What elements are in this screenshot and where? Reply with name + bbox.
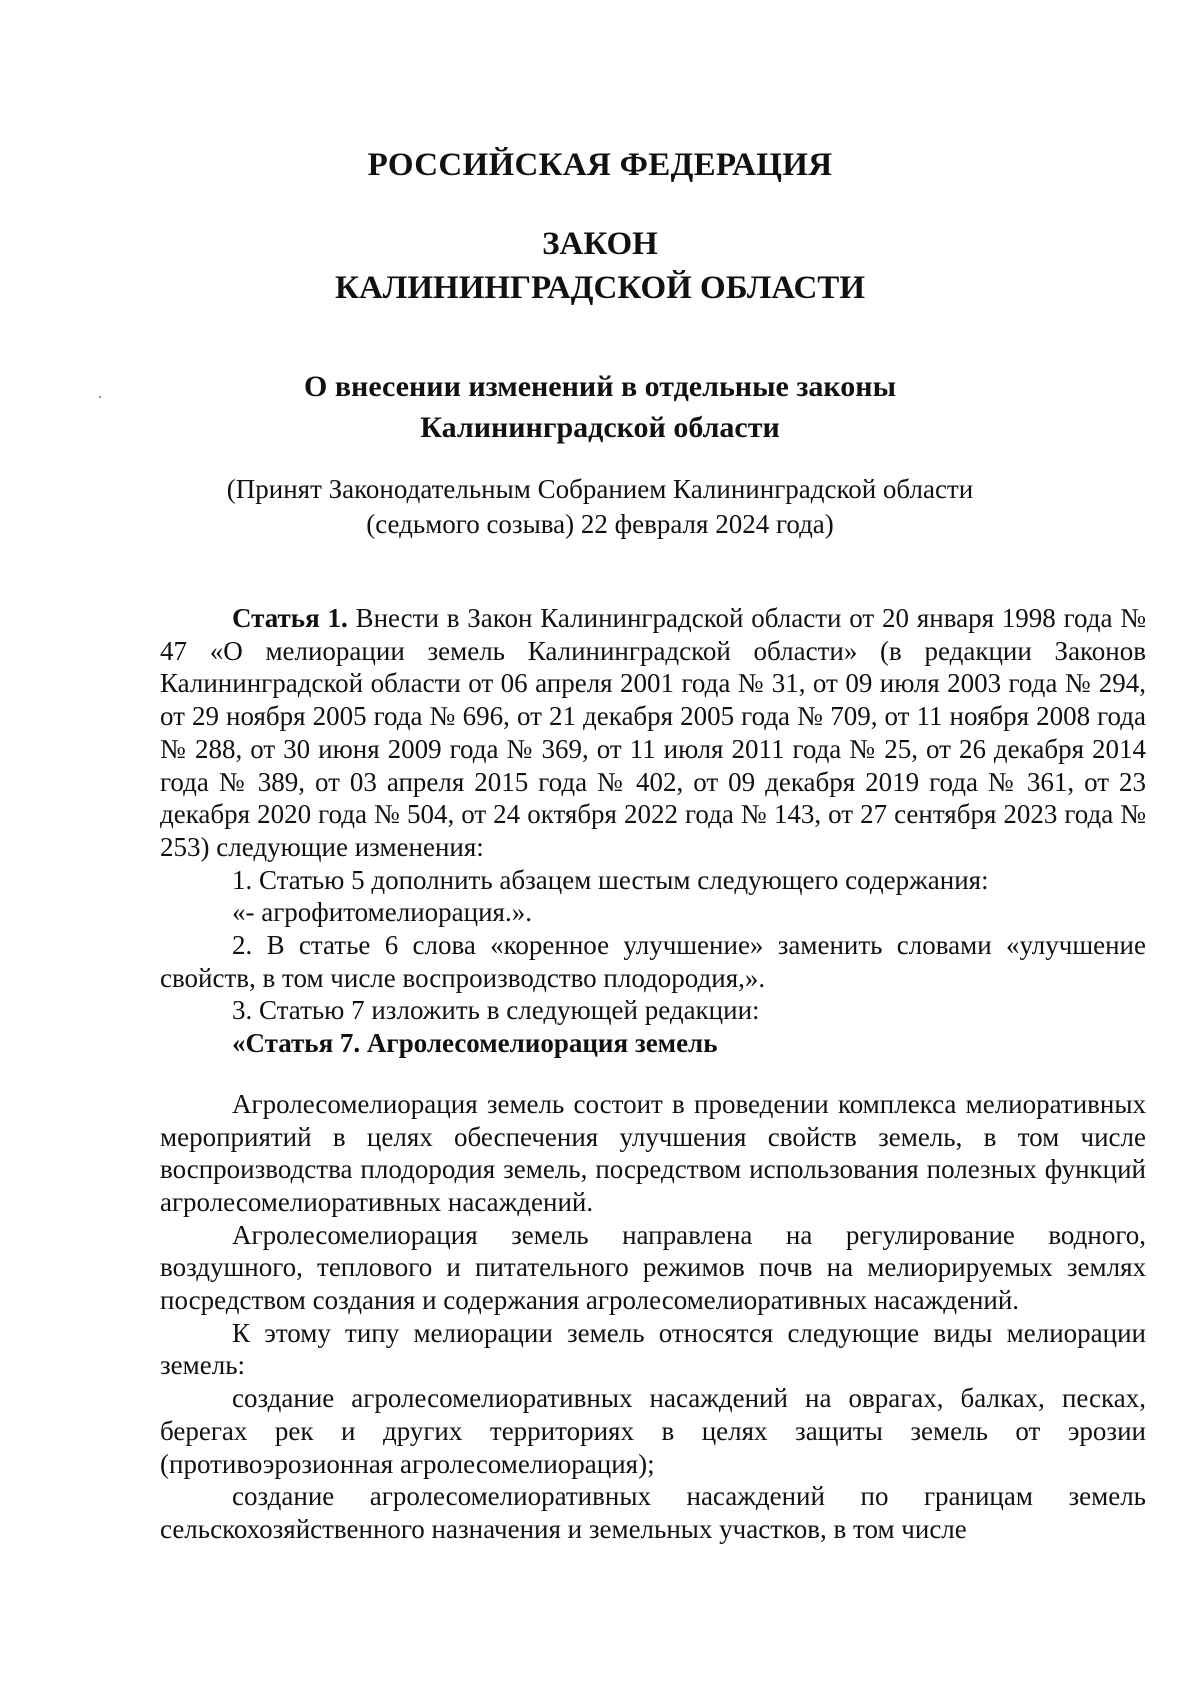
article7-paragraph-2: Агролесомелиорация земель направлена на регулирование водного, воздушного, теплового и питательного режимов почв на мелиорируемых землях посредством создания и содержания агролесомелиоративных насаждений.	[160, 1219, 1146, 1316]
article1-intro	[160, 602, 1146, 864]
law-title-line1: О внесении изменений в отдельные законы	[304, 370, 896, 403]
amendment-item-1: 1. Статью 5 дополнить абзацем шестым следующего содержания:	[232, 864, 989, 895]
country-heading: РОССИЙСКАЯ ФЕДЕРАЦИЯ	[367, 147, 833, 183]
law-title	[0, 366, 1200, 448]
law-heading-line2: КАЛИНИНГРАДСКОЙ ОБЛАСТИ	[335, 270, 865, 306]
amendment-item-1-quote: «- агрофитомелиорация.».	[232, 897, 532, 928]
adoption-note-line2: (седьмого созыва) 22 февраля 2024 года)	[366, 509, 834, 539]
article1-intro-text: Внести в Закон Калининградской области от 20 января 1998 года № 47 «О мелиорации земель Калининградской области» (в редакции Законов Калининградской области от 06 апреля 2001 года № 31, от 09 июля 2003 года № 294, от 29 ноября 2005 года № 696, от 21 декабря 2005 года № 709, от 11 ноября 2008 года № 288, от 30 июня 2009 года № 369, от 11 июля 2011 года № 25, от 26 декабря 2014 года № 389, от 03 апреля 2015 года № 402, от 09 декабря 2019 года № 361, от 23 декабря 2020 года № 504, от 24 октября 2022 года № 143, от 27 сентября 2023 года № 253) следующие изменения:	[160, 603, 1147, 862]
article1-heading: Статья 1.	[232, 603, 348, 633]
amendment-item-2: 2. В статье 6 слова «коренное улучшение» заменить словами «улучшение свойств, в том числе воспроизводство плодородия,».	[160, 930, 1146, 993]
law-heading	[0, 222, 1200, 310]
new-article7-heading: «Статья 7. Агролесомелиорация земель	[232, 1028, 718, 1059]
article7-paragraph-3: К этому типу мелиорации земель относятся следующие виды мелиорации земель:	[160, 1317, 1146, 1381]
article7-paragraph-1: Агролесомелиорация земель состоит в проведении комплекса мелиоративных мероприятий в целях обеспечения улучшения свойств земель, в том числе воспроизводства плодородия земель, посредством использования полезных функций агролесомелиоративных насаждений.	[160, 1088, 1146, 1217]
law-title-line2: Калининградской области	[420, 411, 780, 444]
law-heading-line1: ЗАКОН	[542, 226, 658, 262]
document-body	[160, 602, 1146, 1546]
article7-paragraph-4: создание агролесомелиоративных насаждений на оврагах, балках, песках, берегах рек и других территориях в целях защиты земель от эрозии (противоэрозионная агролесомелиорация);	[160, 1383, 1146, 1479]
adoption-note-line1: (Принят Законодательным Собранием Калининградской области	[226, 474, 974, 504]
article7-paragraph-5: создание агролесомелиоративных насаждений по границам земель сельскохозяйственного назначения и земельных участков, в том числе	[160, 1481, 1146, 1544]
amendment-item-3: 3. Статью 7 изложить в следующей редакции:	[232, 995, 760, 1026]
adoption-note	[0, 472, 1200, 542]
